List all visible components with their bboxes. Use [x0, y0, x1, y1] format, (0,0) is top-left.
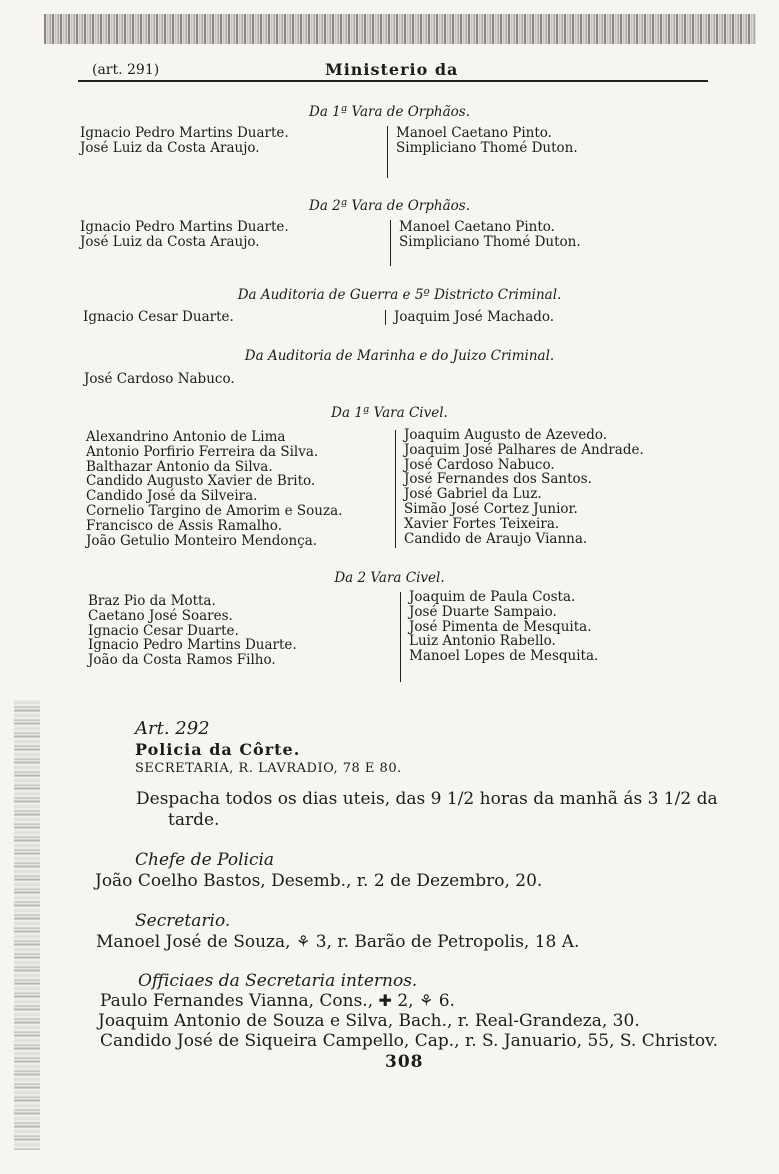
name-entry: José Duarte Sampaio.: [409, 603, 557, 620]
name-entry: Alexandrino Antonio de Lima: [86, 429, 286, 445]
name-entry: Simão José Cortez Junior.: [404, 500, 578, 517]
name-entry: Joaquim Augusto de Azevedo.: [404, 427, 608, 443]
chefe-entry: João Coelho Bastos, Desemb., r. 2 de Dezembro, 20.: [95, 871, 543, 891]
left-column: [80, 220, 289, 250]
name-entry: Ignacio Pedro Martins Duarte.: [80, 219, 289, 235]
header-title: Ministerio da: [325, 60, 459, 79]
name-entry: Candido de Araujo Vianna.: [404, 530, 588, 547]
name-entry: Ignacio Cesar Duarte.: [83, 309, 234, 325]
column-divider: [385, 310, 386, 325]
name-entry: Manoel Caetano Pinto.: [399, 219, 555, 235]
name-entry: Xavier Fortes Teixeira.: [404, 515, 560, 532]
name-entry: Ignacio Pedro Martins Duarte.: [88, 637, 297, 654]
article-label: Art. 292: [135, 718, 210, 739]
right-column: [404, 428, 644, 546]
department-title: Policia da Côrte.: [135, 740, 301, 759]
name-entry: Simpliciano Thomé Duton.: [399, 233, 581, 250]
name-entry: Joaquim José Palhares de Andrade.: [404, 441, 644, 458]
column-divider: [395, 430, 396, 548]
section-title: Da Auditoria de Marinha e do Juizo Criminal.: [244, 348, 555, 364]
name-entry: Ignacio Cesar Duarte.: [88, 622, 239, 639]
section-title: Da 1ª Vara de Orphãos.: [309, 104, 470, 120]
name-entry: João Getulio Monteiro Mendonça.: [86, 532, 318, 549]
column-divider: [390, 220, 391, 266]
department-address: SECRETARIA, R. LAVRADIO, 78 E 80.: [135, 761, 402, 776]
schedule-text-cont: tarde.: [168, 810, 220, 830]
name-entry: Joaquim José Machado.: [394, 309, 555, 325]
name-entry: Ignacio Pedro Martins Duarte.: [80, 125, 289, 141]
left-column: [83, 310, 234, 325]
page-number: 308: [385, 1052, 424, 1072]
secretario-heading: Secretario.: [135, 911, 231, 931]
section-title: Da 2 Vara Civel.: [334, 570, 445, 586]
name-entry: José Luiz da Costa Araujo.: [80, 139, 260, 156]
name-entry: José Pimenta de Mesquita.: [409, 618, 592, 635]
name-entry: Simpliciano Thomé Duton.: [396, 139, 578, 156]
header-rule: [78, 80, 708, 82]
secretario-name: Manoel José de Souza,: [96, 932, 291, 952]
secretario-entry: [96, 932, 579, 952]
name-entry: José Fernandes dos Santos.: [404, 471, 592, 488]
column-divider: [400, 592, 401, 682]
officiaes-heading: Officiaes da Secretaria internos.: [138, 971, 418, 991]
chefe-heading: Chefe de Policia: [135, 850, 275, 870]
right-column: [396, 126, 578, 156]
schedule-text: Despacha todos os dias uteis, das 9 1/2 horas da manhã ás 3 1/2 da: [136, 789, 718, 809]
name-entry: João da Costa Ramos Filho.: [88, 652, 276, 669]
name-entry: Luiz Antonio Rabello.: [409, 633, 556, 650]
order-decoration-icon: ⚘: [418, 991, 434, 1010]
scan-margin-noise: [14, 700, 40, 1150]
scan-edge-noise: [44, 14, 756, 44]
name-entry: Cornelio Targino de Amorim e Souza.: [86, 502, 343, 519]
name-entry: José Cardoso Nabuco.: [84, 371, 235, 387]
official-entry: Candido José de Siqueira Campello, Cap., r. S. Januario, 55, S. Christov.: [100, 1031, 719, 1051]
left-column: [84, 372, 235, 387]
official-entry: Joaquim Antonio de Souza e Silva, Bach., r. Real-Grandeza, 30.: [98, 1011, 640, 1031]
right-column: [409, 590, 598, 664]
name-entry: Manoel Caetano Pinto.: [396, 125, 552, 141]
order-decoration-icon: ⚘: [295, 932, 311, 951]
right-column: [399, 220, 581, 250]
name-entry: Candido José da Silveira.: [86, 488, 258, 505]
secretario-details: 3, r. Barão de Petropolis, 18 A.: [315, 932, 580, 952]
header-article-ref: (art. 291): [92, 62, 160, 78]
name-entry: Braz Pio da Motta.: [88, 593, 216, 609]
left-column: [88, 594, 297, 668]
name-entry: Caetano José Soares.: [88, 607, 233, 624]
name-entry: José Cardoso Nabuco.: [404, 456, 555, 473]
column-divider: [387, 126, 388, 178]
name-entry: José Luiz da Costa Araujo.: [80, 233, 260, 250]
name-entry: Joaquim de Paula Costa.: [409, 589, 576, 605]
name-entry: Balthazar Antonio da Silva.: [86, 458, 273, 475]
left-column: [80, 126, 289, 156]
name-entry: Manoel Lopes de Mesquita.: [409, 648, 599, 665]
right-column: [394, 310, 554, 325]
name-entry: Antonio Porfirio Ferreira da Silva.: [86, 443, 319, 460]
name-entry: Candido Augusto Xavier de Brito.: [86, 473, 316, 490]
cross-decoration-icon: ✚: [378, 991, 392, 1010]
left-column: [86, 430, 342, 548]
section-title: Da 1ª Vara Civel.: [331, 405, 448, 421]
name-entry: José Gabriel da Luz.: [404, 486, 542, 503]
section-title: Da 2ª Vara de Orphãos.: [309, 198, 470, 214]
section-title: Da Auditoria de Guerra e 5º Districto Criminal.: [237, 287, 562, 303]
official-entry: Paulo Fernandes Vianna, Cons., ✚ 2, ⚘ 6.: [100, 991, 455, 1011]
name-entry: Francisco de Assis Ramalho.: [86, 517, 282, 534]
